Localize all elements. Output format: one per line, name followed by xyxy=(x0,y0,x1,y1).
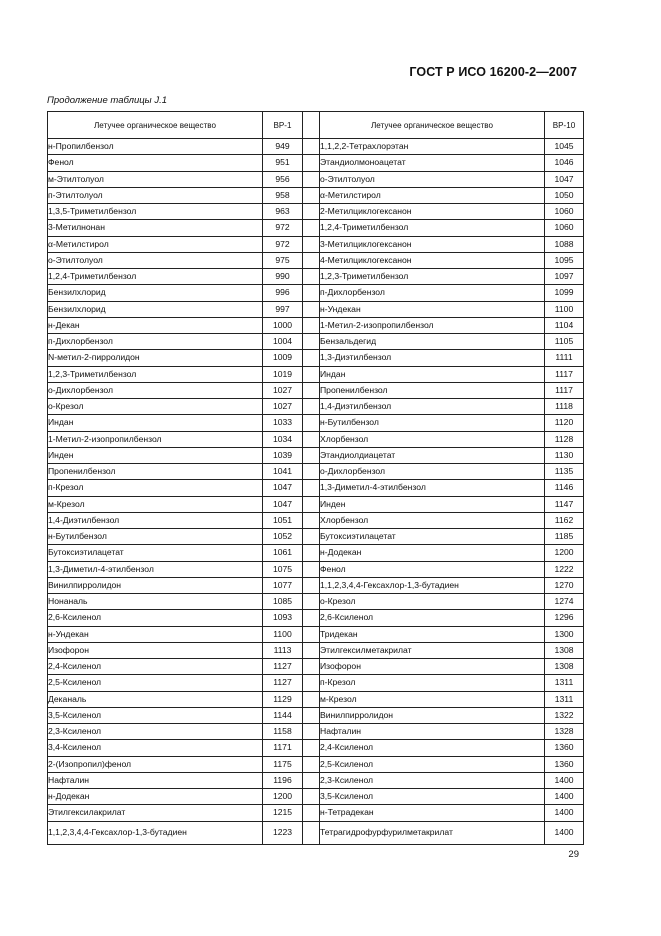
compound-name-bp10: Этандиолдиацетат xyxy=(320,447,545,463)
compound-name-bp10: Тридекан xyxy=(320,626,545,642)
retention-index-bp10: 1045 xyxy=(545,139,584,155)
compound-name-bp1: 2,6-Ксиленол xyxy=(48,610,263,626)
table-row xyxy=(48,512,584,528)
table-row xyxy=(48,675,584,691)
compound-name-bp10: 1,4-Диэтилбензол xyxy=(320,399,545,415)
retention-index-bp10: 1400 xyxy=(545,772,584,788)
column-gap xyxy=(303,334,320,350)
retention-index-bp1: 1047 xyxy=(263,496,303,512)
retention-index-bp1: 1100 xyxy=(263,626,303,642)
compound-name-bp1: н-Бутилбензол xyxy=(48,529,263,545)
compound-name-bp1: 3-Метилнонан xyxy=(48,220,263,236)
retention-index-bp10: 1185 xyxy=(545,529,584,545)
retention-index-bp10: 1118 xyxy=(545,399,584,415)
retention-index-bp1: 990 xyxy=(263,269,303,285)
compound-name-bp1: м-Этилтолуол xyxy=(48,171,263,187)
compound-name-bp10: н-Тетрадекан xyxy=(320,805,545,821)
retention-index-bp10: 1050 xyxy=(545,187,584,203)
column-gap xyxy=(303,610,320,626)
compound-name-bp10: Бензальдегид xyxy=(320,334,545,350)
compound-name-bp10: 2-Метилциклогексанон xyxy=(320,204,545,220)
table-row xyxy=(48,707,584,723)
compound-name-bp1: п-Этилтолуол xyxy=(48,187,263,203)
retention-index-bp1: 997 xyxy=(263,301,303,317)
compound-name-bp1: м-Крезол xyxy=(48,496,263,512)
compound-name-bp10: о-Этилтолуол xyxy=(320,171,545,187)
compound-name-bp10: 2,6-Ксиленол xyxy=(320,610,545,626)
compound-name-bp10: Хлорбензол xyxy=(320,431,545,447)
retention-index-bp10: 1200 xyxy=(545,545,584,561)
retention-index-bp1: 956 xyxy=(263,171,303,187)
table-row xyxy=(48,366,584,382)
compound-name-bp1: Нафталин xyxy=(48,772,263,788)
compound-name-bp1: α-Метилстирол xyxy=(48,236,263,252)
table-row xyxy=(48,317,584,333)
retention-index-bp1: 963 xyxy=(263,204,303,220)
table-row xyxy=(48,626,584,642)
compound-name-bp10: 1,1,2,3,4,4-Гексахлор-1,3-бутадиен xyxy=(320,577,545,593)
compound-name-bp10: 4-Метилциклогексанон xyxy=(320,252,545,268)
compound-name-bp1: Индан xyxy=(48,415,263,431)
compound-name-bp10: α-Метилстирол xyxy=(320,187,545,203)
table-row xyxy=(48,789,584,805)
table-row xyxy=(48,236,584,252)
table-row xyxy=(48,740,584,756)
retention-index-bp10: 1328 xyxy=(545,724,584,740)
retention-index-bp1: 1039 xyxy=(263,447,303,463)
compound-name-bp1: N-метил-2-пирролидон xyxy=(48,350,263,366)
retention-index-bp1: 1000 xyxy=(263,317,303,333)
retention-index-bp10: 1400 xyxy=(545,805,584,821)
column-gap xyxy=(303,187,320,203)
compound-name-bp1: н-Ундекан xyxy=(48,626,263,642)
column-gap xyxy=(303,382,320,398)
retention-index-bp1: 1047 xyxy=(263,480,303,496)
table-header-row xyxy=(48,112,584,139)
retention-index-bp10: 1088 xyxy=(545,236,584,252)
compound-name-bp10: Фенол xyxy=(320,561,545,577)
retention-index-bp10: 1296 xyxy=(545,610,584,626)
table-row xyxy=(48,382,584,398)
retention-index-bp10: 1099 xyxy=(545,285,584,301)
retention-index-bp10: 1322 xyxy=(545,707,584,723)
retention-index-bp10: 1117 xyxy=(545,366,584,382)
table-row xyxy=(48,480,584,496)
table-row xyxy=(48,821,584,844)
retention-index-bp10: 1146 xyxy=(545,480,584,496)
column-header-compound-bp1: Летучее органическое вещество xyxy=(48,112,263,139)
retention-index-bp1: 1027 xyxy=(263,399,303,415)
compound-name-bp1: 2-(Изопропил)фенол xyxy=(48,756,263,772)
table-row xyxy=(48,545,584,561)
column-gap xyxy=(303,317,320,333)
compound-name-bp1: Нонаналь xyxy=(48,594,263,610)
table-caption: Продолжение таблицы J.1 xyxy=(47,95,167,106)
compound-name-bp1: 3,5-Ксиленол xyxy=(48,707,263,723)
compound-name-bp10: н-Додекан xyxy=(320,545,545,561)
retention-index-bp1: 951 xyxy=(263,155,303,171)
column-gap xyxy=(303,204,320,220)
compound-name-bp1: н-Додекан xyxy=(48,789,263,805)
retention-index-bp10: 1097 xyxy=(545,269,584,285)
retention-index-bp1: 1113 xyxy=(263,642,303,658)
column-gap xyxy=(303,447,320,463)
table-row xyxy=(48,399,584,415)
column-gap xyxy=(303,724,320,740)
compound-name-bp1: о-Этилтолуол xyxy=(48,252,263,268)
compound-name-bp10: 1,2,3-Триметилбензол xyxy=(320,269,545,285)
retention-index-bp1: 975 xyxy=(263,252,303,268)
compound-name-bp1: 1,4-Диэтилбензол xyxy=(48,512,263,528)
retention-index-bp10: 1274 xyxy=(545,594,584,610)
table-row xyxy=(48,756,584,772)
compound-name-bp10: Бутоксиэтилацетат xyxy=(320,529,545,545)
table-row xyxy=(48,610,584,626)
compound-name-bp1: 2,3-Ксиленол xyxy=(48,724,263,740)
column-gap xyxy=(303,626,320,642)
column-gap xyxy=(303,707,320,723)
table-row xyxy=(48,334,584,350)
column-gap xyxy=(303,269,320,285)
retention-index-bp10: 1308 xyxy=(545,659,584,675)
compound-name-bp1: 1,3-Диметил-4-этилбензол xyxy=(48,561,263,577)
column-gap xyxy=(303,496,320,512)
compound-name-bp1: о-Дихлорбензол xyxy=(48,382,263,398)
compound-name-bp10: 1,2,4-Триметилбензол xyxy=(320,220,545,236)
compound-name-bp10: м-Крезол xyxy=(320,691,545,707)
table-row xyxy=(48,285,584,301)
table-row xyxy=(48,204,584,220)
table-row xyxy=(48,691,584,707)
column-header-compound-bp10: Летучее органическое вещество xyxy=(320,112,545,139)
retention-index-bp10: 1311 xyxy=(545,675,584,691)
retention-index-bp10: 1147 xyxy=(545,496,584,512)
column-gap xyxy=(303,464,320,480)
table-row xyxy=(48,659,584,675)
column-gap xyxy=(303,529,320,545)
compound-name-bp1: о-Крезол xyxy=(48,399,263,415)
retention-index-bp10: 1162 xyxy=(545,512,584,528)
retention-index-bp10: 1135 xyxy=(545,464,584,480)
compound-name-bp10: 3-Метилциклогексанон xyxy=(320,236,545,252)
retention-index-bp1: 1175 xyxy=(263,756,303,772)
column-gap xyxy=(303,236,320,252)
retention-index-bp1: 1200 xyxy=(263,789,303,805)
column-gap xyxy=(303,285,320,301)
compound-name-bp10: Индан xyxy=(320,366,545,382)
compound-name-bp10: Этандиолмоноацетат xyxy=(320,155,545,171)
compound-name-bp10: Нафталин xyxy=(320,724,545,740)
compound-name-bp1: Бутоксиэтилацетат xyxy=(48,545,263,561)
retention-index-bp10: 1360 xyxy=(545,756,584,772)
column-gap xyxy=(303,821,320,844)
retention-index-bp10: 1104 xyxy=(545,317,584,333)
table-body xyxy=(48,139,584,845)
retention-index-bp1: 1196 xyxy=(263,772,303,788)
column-gap xyxy=(303,512,320,528)
column-gap xyxy=(303,805,320,821)
compound-name-bp1: Бензилхлорид xyxy=(48,301,263,317)
column-gap xyxy=(303,431,320,447)
compound-name-bp10: 1,3-Диметил-4-этилбензол xyxy=(320,480,545,496)
compound-name-bp10: 1,1,2,2-Тетрахлорэтан xyxy=(320,139,545,155)
table-row xyxy=(48,220,584,236)
table-row xyxy=(48,496,584,512)
compound-name-bp1: Винилпирролидон xyxy=(48,577,263,593)
retention-index-bp1: 972 xyxy=(263,220,303,236)
column-gap xyxy=(303,155,320,171)
column-header-bp1: ВР-1 xyxy=(263,112,303,139)
retention-index-bp10: 1120 xyxy=(545,415,584,431)
compound-name-bp1: 1,1,2,3,4,4-Гексахлор-1,3-бутадиен xyxy=(48,821,263,844)
retention-index-bp1: 1127 xyxy=(263,675,303,691)
compound-name-bp1: 2,4-Ксиленол xyxy=(48,659,263,675)
retention-index-bp1: 1085 xyxy=(263,594,303,610)
compound-name-bp10: 1-Метил-2-изопропилбензол xyxy=(320,317,545,333)
table-row xyxy=(48,642,584,658)
column-gap xyxy=(303,740,320,756)
column-gap xyxy=(303,171,320,187)
column-gap xyxy=(303,642,320,658)
retention-index-bp10: 1105 xyxy=(545,334,584,350)
compound-name-bp10: Хлорбензол xyxy=(320,512,545,528)
column-gap xyxy=(303,756,320,772)
table-row xyxy=(48,171,584,187)
retention-index-bp1: 949 xyxy=(263,139,303,155)
table-row xyxy=(48,772,584,788)
column-gap xyxy=(303,772,320,788)
table-row xyxy=(48,529,584,545)
column-header-bp10: ВР-10 xyxy=(545,112,584,139)
retention-index-bp1: 1019 xyxy=(263,366,303,382)
retention-index-bp10: 1308 xyxy=(545,642,584,658)
table-row xyxy=(48,561,584,577)
retention-index-bp1: 1061 xyxy=(263,545,303,561)
retention-index-bp10: 1400 xyxy=(545,821,584,844)
compound-name-bp1: Изофорон xyxy=(48,642,263,658)
column-gap xyxy=(303,252,320,268)
compound-name-bp1: п-Дихлорбензол xyxy=(48,334,263,350)
retention-index-bp1: 972 xyxy=(263,236,303,252)
compound-name-bp1: 1,3,5-Триметилбензол xyxy=(48,204,263,220)
compound-name-bp10: о-Дихлорбензол xyxy=(320,464,545,480)
column-gap xyxy=(303,675,320,691)
column-gap xyxy=(303,415,320,431)
compound-name-bp10: п-Крезол xyxy=(320,675,545,691)
compound-name-bp10: Тетрагидрофурфурилметакрилат xyxy=(320,821,545,844)
compound-name-bp1: 2,5-Ксиленол xyxy=(48,675,263,691)
compound-name-bp10: 2,3-Ксиленол xyxy=(320,772,545,788)
compound-name-bp10: 3,5-Ксиленол xyxy=(320,789,545,805)
table-row xyxy=(48,577,584,593)
retention-index-bp10: 1046 xyxy=(545,155,584,171)
retention-index-bp1: 1034 xyxy=(263,431,303,447)
table-row xyxy=(48,594,584,610)
retention-index-bp10: 1400 xyxy=(545,789,584,805)
retention-index-bp10: 1222 xyxy=(545,561,584,577)
retention-index-bp10: 1128 xyxy=(545,431,584,447)
retention-index-bp1: 1093 xyxy=(263,610,303,626)
compound-name-bp10: о-Крезол xyxy=(320,594,545,610)
compound-name-bp10: н-Бутилбензол xyxy=(320,415,545,431)
compound-name-bp10: Винилпирролидон xyxy=(320,707,545,723)
column-gap xyxy=(303,139,320,155)
retention-index-bp1: 1051 xyxy=(263,512,303,528)
table-row xyxy=(48,724,584,740)
retention-index-bp10: 1311 xyxy=(545,691,584,707)
retention-index-bp1: 996 xyxy=(263,285,303,301)
compound-name-bp1: Бензилхлорид xyxy=(48,285,263,301)
compound-name-bp10: 2,4-Ксиленол xyxy=(320,740,545,756)
column-gap xyxy=(303,577,320,593)
column-gap xyxy=(303,561,320,577)
retention-index-bp10: 1095 xyxy=(545,252,584,268)
retention-index-bp10: 1130 xyxy=(545,447,584,463)
retention-index-bp1: 1041 xyxy=(263,464,303,480)
retention-index-bp10: 1060 xyxy=(545,204,584,220)
column-gap xyxy=(303,480,320,496)
column-gap xyxy=(303,594,320,610)
retention-index-bp1: 1127 xyxy=(263,659,303,675)
retention-index-bp10: 1100 xyxy=(545,301,584,317)
table-row xyxy=(48,252,584,268)
retention-index-bp10: 1270 xyxy=(545,577,584,593)
compound-name-bp1: н-Пропилбензол xyxy=(48,139,263,155)
retention-index-bp10: 1047 xyxy=(545,171,584,187)
column-gap xyxy=(303,789,320,805)
retention-index-bp1: 1171 xyxy=(263,740,303,756)
table-row xyxy=(48,415,584,431)
retention-index-bp1: 1158 xyxy=(263,724,303,740)
column-gap xyxy=(303,399,320,415)
document-standard-title: ГОСТ Р ИСО 16200-2—2007 xyxy=(409,65,577,79)
table-row xyxy=(48,464,584,480)
compound-name-bp1: Этилгексилакрилат xyxy=(48,805,263,821)
retention-index-bp1: 1129 xyxy=(263,691,303,707)
table-row xyxy=(48,155,584,171)
table-row xyxy=(48,187,584,203)
compound-name-bp1: н-Декан xyxy=(48,317,263,333)
page-number: 29 xyxy=(568,849,579,860)
compound-name-bp10: 2,5-Ксиленол xyxy=(320,756,545,772)
retention-index-bp1: 1075 xyxy=(263,561,303,577)
table-row xyxy=(48,431,584,447)
retention-index-bp1: 1033 xyxy=(263,415,303,431)
column-gap xyxy=(303,350,320,366)
compound-name-bp1: 1,2,3-Триметилбензол xyxy=(48,366,263,382)
compounds-table xyxy=(47,111,584,845)
table-row xyxy=(48,350,584,366)
compound-name-bp10: Пропенилбензол xyxy=(320,382,545,398)
retention-index-bp10: 1117 xyxy=(545,382,584,398)
retention-index-bp1: 1009 xyxy=(263,350,303,366)
retention-index-bp10: 1111 xyxy=(545,350,584,366)
table-row xyxy=(48,139,584,155)
compound-name-bp1: Пропенилбензол xyxy=(48,464,263,480)
retention-index-bp1: 1052 xyxy=(263,529,303,545)
compound-name-bp10: Инден xyxy=(320,496,545,512)
retention-index-bp1: 958 xyxy=(263,187,303,203)
table-row xyxy=(48,301,584,317)
retention-index-bp10: 1300 xyxy=(545,626,584,642)
retention-index-bp1: 1223 xyxy=(263,821,303,844)
compound-name-bp10: Изофорон xyxy=(320,659,545,675)
column-gap xyxy=(303,691,320,707)
column-gap xyxy=(303,301,320,317)
column-gap xyxy=(303,545,320,561)
table-row xyxy=(48,269,584,285)
compound-name-bp1: 1-Метил-2-изопропилбензол xyxy=(48,431,263,447)
retention-index-bp1: 1027 xyxy=(263,382,303,398)
compound-name-bp1: Фенол xyxy=(48,155,263,171)
retention-index-bp1: 1004 xyxy=(263,334,303,350)
compound-name-bp1: Деканаль xyxy=(48,691,263,707)
table-row xyxy=(48,447,584,463)
retention-index-bp1: 1215 xyxy=(263,805,303,821)
table-row xyxy=(48,805,584,821)
column-gap xyxy=(303,366,320,382)
compound-name-bp1: 3,4-Ксиленол xyxy=(48,740,263,756)
compound-name-bp10: Этилгексилметакрилат xyxy=(320,642,545,658)
compound-name-bp10: н-Ундекан xyxy=(320,301,545,317)
column-gap xyxy=(303,112,320,139)
retention-index-bp1: 1144 xyxy=(263,707,303,723)
column-gap xyxy=(303,220,320,236)
compound-name-bp1: 1,2,4-Триметилбензол xyxy=(48,269,263,285)
compound-name-bp1: Инден xyxy=(48,447,263,463)
retention-index-bp10: 1060 xyxy=(545,220,584,236)
compound-name-bp10: 1,3-Диэтилбензол xyxy=(320,350,545,366)
compound-name-bp10: п-Дихлорбензол xyxy=(320,285,545,301)
compound-name-bp1: п-Крезол xyxy=(48,480,263,496)
retention-index-bp10: 1360 xyxy=(545,740,584,756)
column-gap xyxy=(303,659,320,675)
retention-index-bp1: 1077 xyxy=(263,577,303,593)
